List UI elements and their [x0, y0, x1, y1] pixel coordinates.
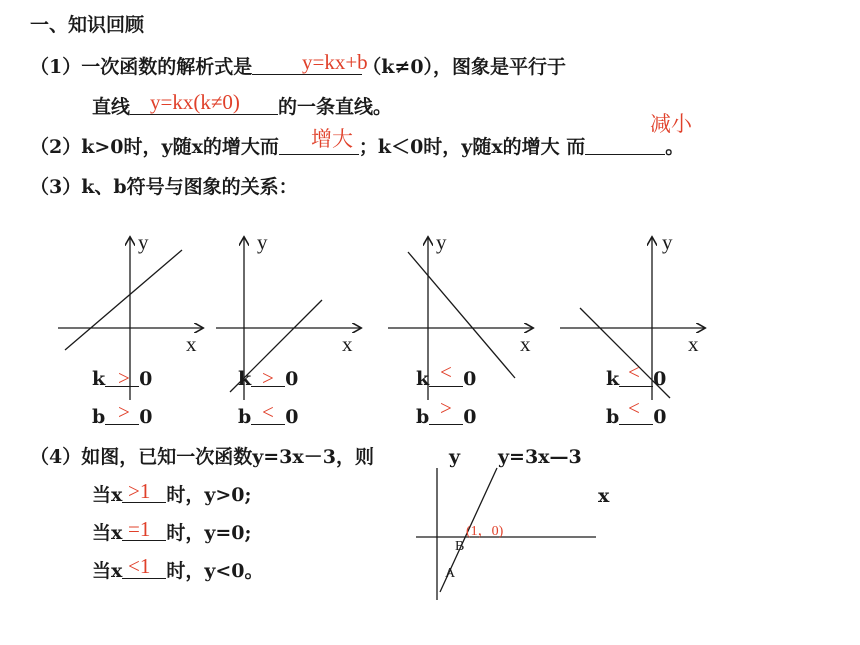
zero: 0	[139, 368, 153, 390]
graph-4-b-sign: <	[628, 396, 640, 420]
graph-1-y-label: y	[138, 230, 149, 254]
graph-1-x-label: x	[186, 332, 197, 356]
row-prefix: 当x	[92, 560, 123, 582]
b-label: b	[416, 406, 430, 428]
graph-3-k-sign: <	[440, 360, 452, 384]
zero: 0	[653, 368, 667, 390]
row-suffix: 时，y>0;	[166, 484, 252, 506]
item4-row-3	[92, 562, 264, 581]
zero: 0	[463, 406, 477, 428]
graph-2-b-sign: <	[262, 400, 274, 424]
zero: 0	[653, 406, 667, 428]
item4-answer-2: =1	[128, 517, 151, 541]
item2-part1: （2）k>0时，y随x的增大而	[30, 136, 279, 158]
answer-formula: y=kx+b	[302, 50, 368, 74]
graph-item4	[416, 468, 596, 600]
item4-line-label: y=3x—3	[498, 446, 582, 468]
answer-increase: 增大	[311, 127, 353, 151]
item4-point-coords: (1，0)	[466, 524, 504, 539]
item2-end: 。	[665, 136, 685, 158]
item4-y-label: y	[449, 446, 461, 468]
graph-4-x-label: x	[688, 332, 699, 356]
row-prefix: 当x	[92, 484, 123, 506]
graph-1-line	[65, 250, 182, 350]
item1-line2-prefix: 直线	[92, 96, 131, 118]
graph-4-y-label: y	[662, 230, 673, 254]
item1-mid: （k≠0），图象是平行于	[362, 56, 567, 78]
k-label: k	[238, 368, 252, 390]
item4-x-label: x	[598, 485, 610, 507]
item4-answer-3: <1	[128, 554, 151, 578]
b-label: b	[92, 406, 106, 428]
k-label: k	[606, 368, 620, 390]
zero: 0	[285, 406, 299, 428]
graph-3-y-label: y	[436, 230, 447, 254]
answer-decrease: 减小	[650, 112, 692, 136]
graph-3-b-sign: >	[440, 396, 452, 420]
row-suffix: 时，y=0;	[166, 522, 252, 544]
item4-row-1	[92, 486, 252, 505]
answer-line: y=kx(k≠0)	[150, 90, 240, 114]
item1-line2-suffix: 的一条直线。	[278, 96, 393, 118]
b-label: b	[606, 406, 620, 428]
blank	[429, 386, 463, 387]
graph-1-k-sign: >	[118, 366, 130, 390]
blank	[251, 424, 285, 425]
item4-row-2	[92, 524, 252, 543]
item3-text: （3）k、b符号与图象的关系：	[30, 176, 298, 198]
k-label: k	[92, 368, 106, 390]
blank	[429, 424, 463, 425]
graph-2-x-label: x	[342, 332, 353, 356]
graph-1-b-sign: >	[118, 400, 130, 424]
graph-2-y-label: y	[257, 230, 268, 254]
item4-intro: （4）如图，已知一次函数y=3x－3，则	[30, 446, 374, 468]
graph-3-x-label: x	[520, 332, 531, 356]
item1-prefix: （1）一次函数的解析式是	[30, 56, 253, 78]
item2-part2: ；k＜0时，y随x的增大 而	[358, 136, 586, 158]
blank	[105, 424, 139, 425]
k-label: k	[416, 368, 430, 390]
zero: 0	[139, 406, 153, 428]
zero: 0	[463, 368, 477, 390]
b-label: b	[238, 406, 252, 428]
row-suffix: 时，y<0。	[166, 560, 264, 582]
row-prefix: 当x	[92, 522, 123, 544]
item4-answer-1: >1	[128, 479, 151, 503]
graph-4-k-sign: <	[628, 360, 640, 384]
item4-point-a: A	[445, 566, 456, 581]
item4-point-b: B	[455, 539, 465, 554]
blank	[122, 578, 166, 579]
section-heading: 一、知识回顾	[30, 14, 145, 36]
blank	[619, 424, 653, 425]
blank	[619, 386, 653, 387]
zero: 0	[285, 368, 299, 390]
graph-2-k-sign: >	[262, 366, 274, 390]
graph-3-line	[408, 252, 515, 378]
